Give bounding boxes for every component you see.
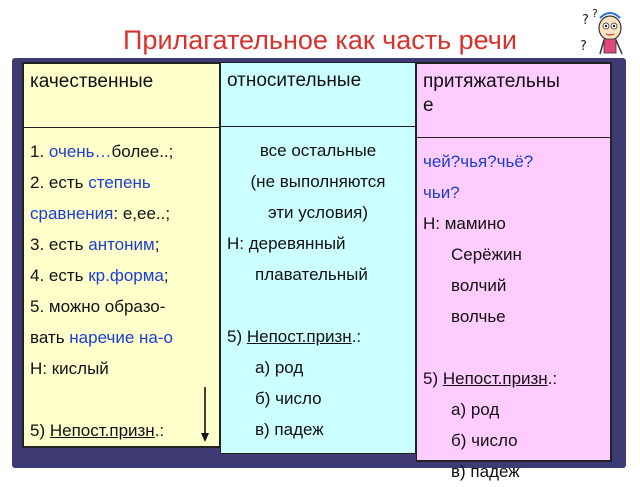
item-text: ; (163, 266, 169, 285)
list-item (30, 229, 213, 260)
list-item (30, 260, 213, 291)
list-item (30, 415, 213, 446)
example-line: Серёжин (451, 245, 522, 264)
list-item (30, 136, 213, 167)
svg-text:?: ? (580, 39, 587, 54)
list-item: все остальные (259, 141, 377, 160)
column-header: качественные (24, 64, 219, 128)
item-number: 1. (30, 142, 49, 161)
item-number: 5) (227, 327, 247, 346)
column-header (417, 64, 610, 138)
item-number: 2. есть (30, 173, 89, 192)
highlight-text: наречие на-о (69, 328, 173, 347)
svg-text:?: ? (582, 13, 589, 28)
example-line: плавательный (255, 265, 368, 284)
underlined-text: Непост.призн (246, 327, 352, 346)
list-item: эти условия) (267, 203, 369, 222)
list-item: 5. можно образо- (30, 297, 166, 316)
example-line: Н: деревянный (227, 234, 346, 253)
highlight-text: сравнения (30, 204, 114, 223)
list-item: б) число (451, 431, 518, 450)
list-item: в) падеж (255, 420, 324, 439)
list-item (423, 363, 604, 394)
list-item (30, 167, 213, 198)
item-number: 5) (423, 369, 443, 388)
list-item: в) падеж (451, 462, 520, 481)
item-number: 5) (30, 421, 50, 440)
list-item: б) число (255, 389, 322, 408)
example-line: Н: кислый (30, 359, 109, 378)
question-line: чьи? (423, 183, 460, 202)
item-text: .: (351, 327, 362, 346)
header-line: притяжательны (423, 71, 560, 92)
header-line: е (423, 95, 434, 116)
column-body (221, 135, 415, 445)
highlight-text: кр.форма (88, 266, 164, 285)
list-item (30, 322, 213, 353)
list-item: а) род (255, 358, 304, 377)
item-number: 3. есть (30, 235, 89, 254)
list-item (227, 321, 409, 352)
item-number: 4. есть (30, 266, 89, 285)
page-title: Прилагательное как часть речи (123, 25, 517, 55)
highlight-text: степень (88, 173, 151, 192)
underlined-text: Непост.призн (49, 421, 155, 440)
item-text: ; (154, 235, 160, 254)
spacer (30, 384, 213, 415)
column-body (24, 136, 219, 446)
list-item: а) род (451, 400, 500, 419)
column-qualitative (22, 62, 220, 448)
item-text: : е,ее..; (113, 204, 171, 223)
example-line: Н: мамино (423, 214, 506, 233)
column-body (417, 146, 610, 487)
question-line: чей?чья?чьё? (423, 152, 534, 171)
spacer (423, 332, 604, 363)
column-header: относительные (221, 63, 415, 127)
example-line: волчий (451, 276, 507, 295)
column-relative (220, 62, 416, 454)
item-text: вать (30, 328, 70, 347)
thinking-person-icon (578, 6, 634, 58)
item-text: более..; (111, 142, 174, 161)
item-text: .: (154, 421, 165, 440)
item-text: .: (547, 369, 558, 388)
example-line: волчье (451, 307, 506, 326)
list-item: (не выполняются (250, 172, 386, 191)
svg-text:?: ? (592, 7, 598, 20)
down-arrow-icon (201, 387, 209, 442)
underlined-text: Непост.призн (442, 369, 548, 388)
highlight-text: антоним (88, 235, 155, 254)
spacer (227, 290, 409, 321)
list-item (30, 198, 213, 229)
highlight-text: очень… (48, 142, 112, 161)
column-possessive (416, 62, 612, 481)
